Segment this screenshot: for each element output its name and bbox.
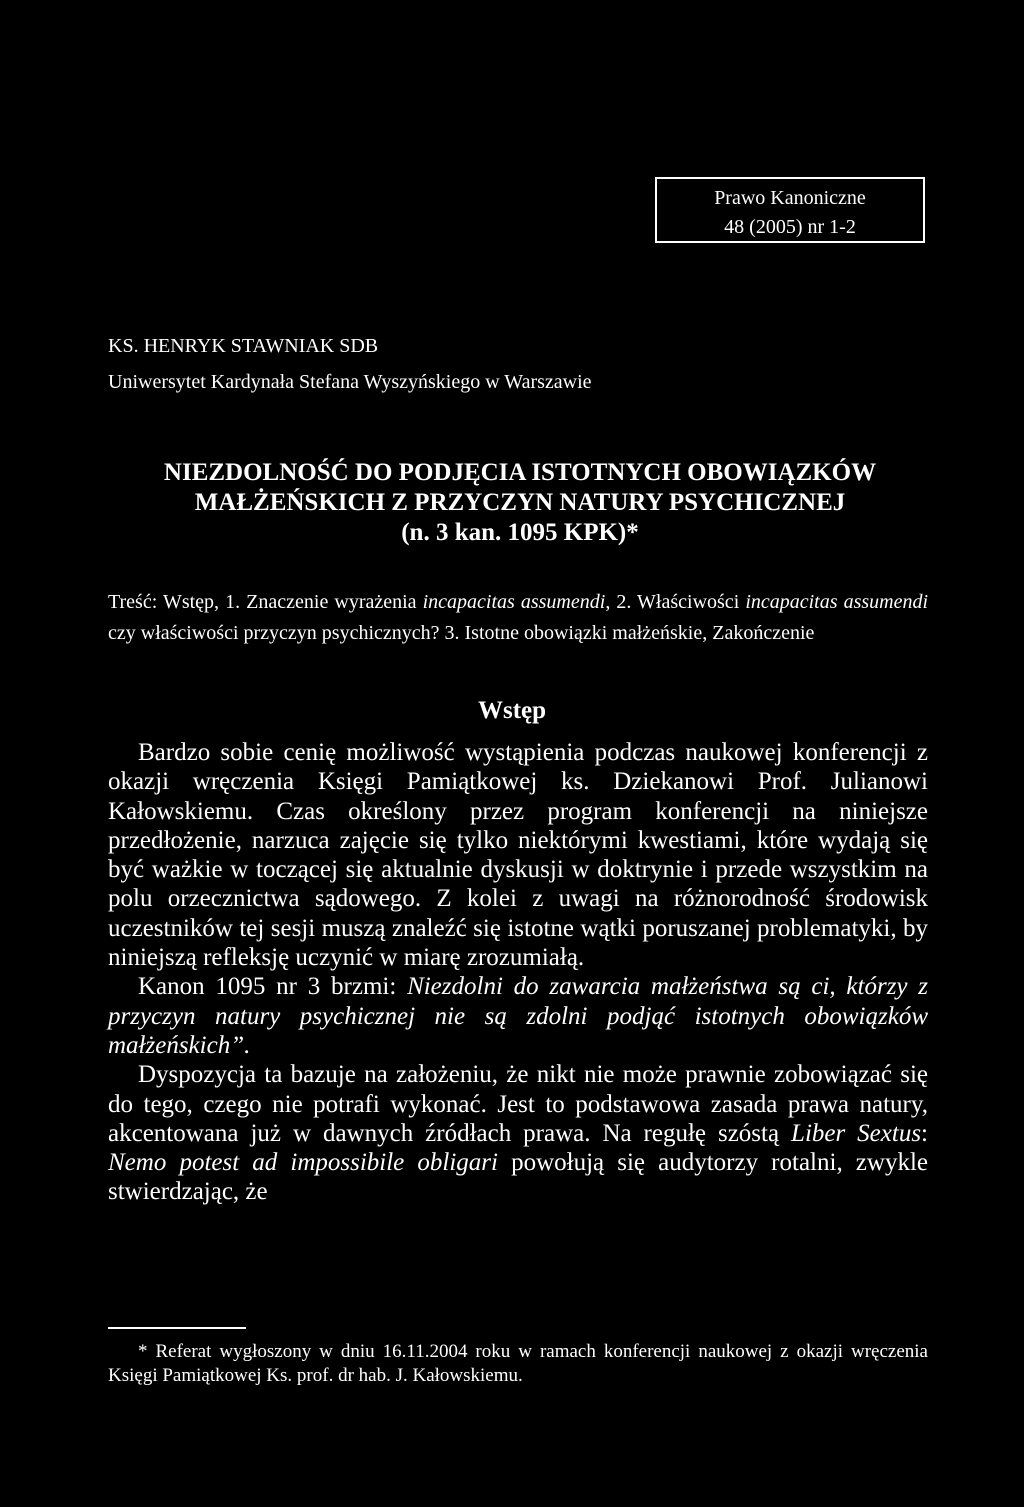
author-affiliation: Uniwersytet Kardynała Stefana Wyszyńskiego w Warszawie [108,371,592,393]
section-heading: Wstęp [477,697,547,724]
footnote [108,1340,928,1388]
journal-name: Prawo Kanoniczne [714,187,866,209]
footnote-text: * Referat wygłoszony w dniu 16.11.2004 roku w ramach konferencji naukowej z okazji wręczenia Księgi Pamiątkowej Ks. prof. dr hab. J. Kałowskiemu. [108,1341,928,1386]
paragraph-3-text-c: powołują się audytorzy rotalni, zwykle stwierdzając, że [108,1149,928,1206]
paragraph-3-text-a: Dyspozycja ta bazuje na założeniu, że nikt nie może prawnie zobowiązać się do tego, czego nie potrafi wykonać. Jest to podstawowa zasada prawa natury, akcentowana już w dawnych źródłach prawa. Na regułę szóstą [108,1061,928,1147]
body-text [108,738,928,1207]
toc-text-2: , 2. Właściwości [605,591,746,613]
journal-issue: 48 (2005) nr 1-2 [724,216,856,238]
paragraph-2-lead: Kanon 1095 nr 3 brzmi: [138,973,408,1001]
paragraph-3 [108,1060,928,1206]
toc-text-1: Treść: Wstęp, 1. Znaczenie wyrażenia [108,591,423,613]
toc-italic-2: incapacitas assumendi [745,591,929,613]
toc-text-3: czy właściwości przyczyn psychicznych? 3. Istotne obowiązki małżeńskie, Zakończenie [108,622,815,644]
paragraph-3-text-b: : [921,1119,928,1147]
paragraph-2 [108,972,928,1060]
paragraph-1: Bardzo sobie cenię możliwość wystąpienia podczas naukowej konferencji z okazji wręczenia Księgi Pamiątkowej ks. Dziekanowi Prof. Julianowi Kałowskiemu. Czas określony przez program konferencji na niniejsze przedłożenie, narzuca zajęcie się tylko niektórymi kwestiami, które wydają się być ważkie w toczącej się aktualnie dyskusji w doktrynie i przede wszystkim na polu orzecznictwa sądowego. Z kolei z uwagi na różnorodność środowisk uczestników tej sesji muszą znaleźć się istotne wątki poruszanej problematyki, by niniejszą refleksję uczynić w miarę zrozumiałą. [108,739,928,972]
title-line-1: NIEZDOLNOŚĆ DO PODJĘCIA ISTOTNYCH OBOWIĄZKÓW [163,459,877,486]
paragraph-3-italic-2: Nemo potest ad impossibile obligari [108,1149,498,1177]
article-title [100,458,940,548]
paragraph-2-quote: Niezdolni do zawarcia małżeństwa są ci, którzy z przyczyn natury psychicznej nie są zdolni podjąć istotnych obowiązków małżeńskich”. [108,973,929,1059]
author-name: KS. HENRYK STAWNIAK SDB [108,335,379,357]
table-of-contents [108,587,928,649]
toc-italic-1: incapacitas assumendi [422,591,606,613]
title-line-2: MAŁŻEŃSKICH Z PRZYCZYN NATURY PSYCHICZNEJ [194,489,846,516]
paragraph-3-italic-1: Liber Sextus [791,1119,922,1147]
journal-info-box [655,177,925,243]
title-line-3: (n. 3 kan. 1095 KPK)* [401,519,639,546]
footnote-separator [108,1327,246,1329]
